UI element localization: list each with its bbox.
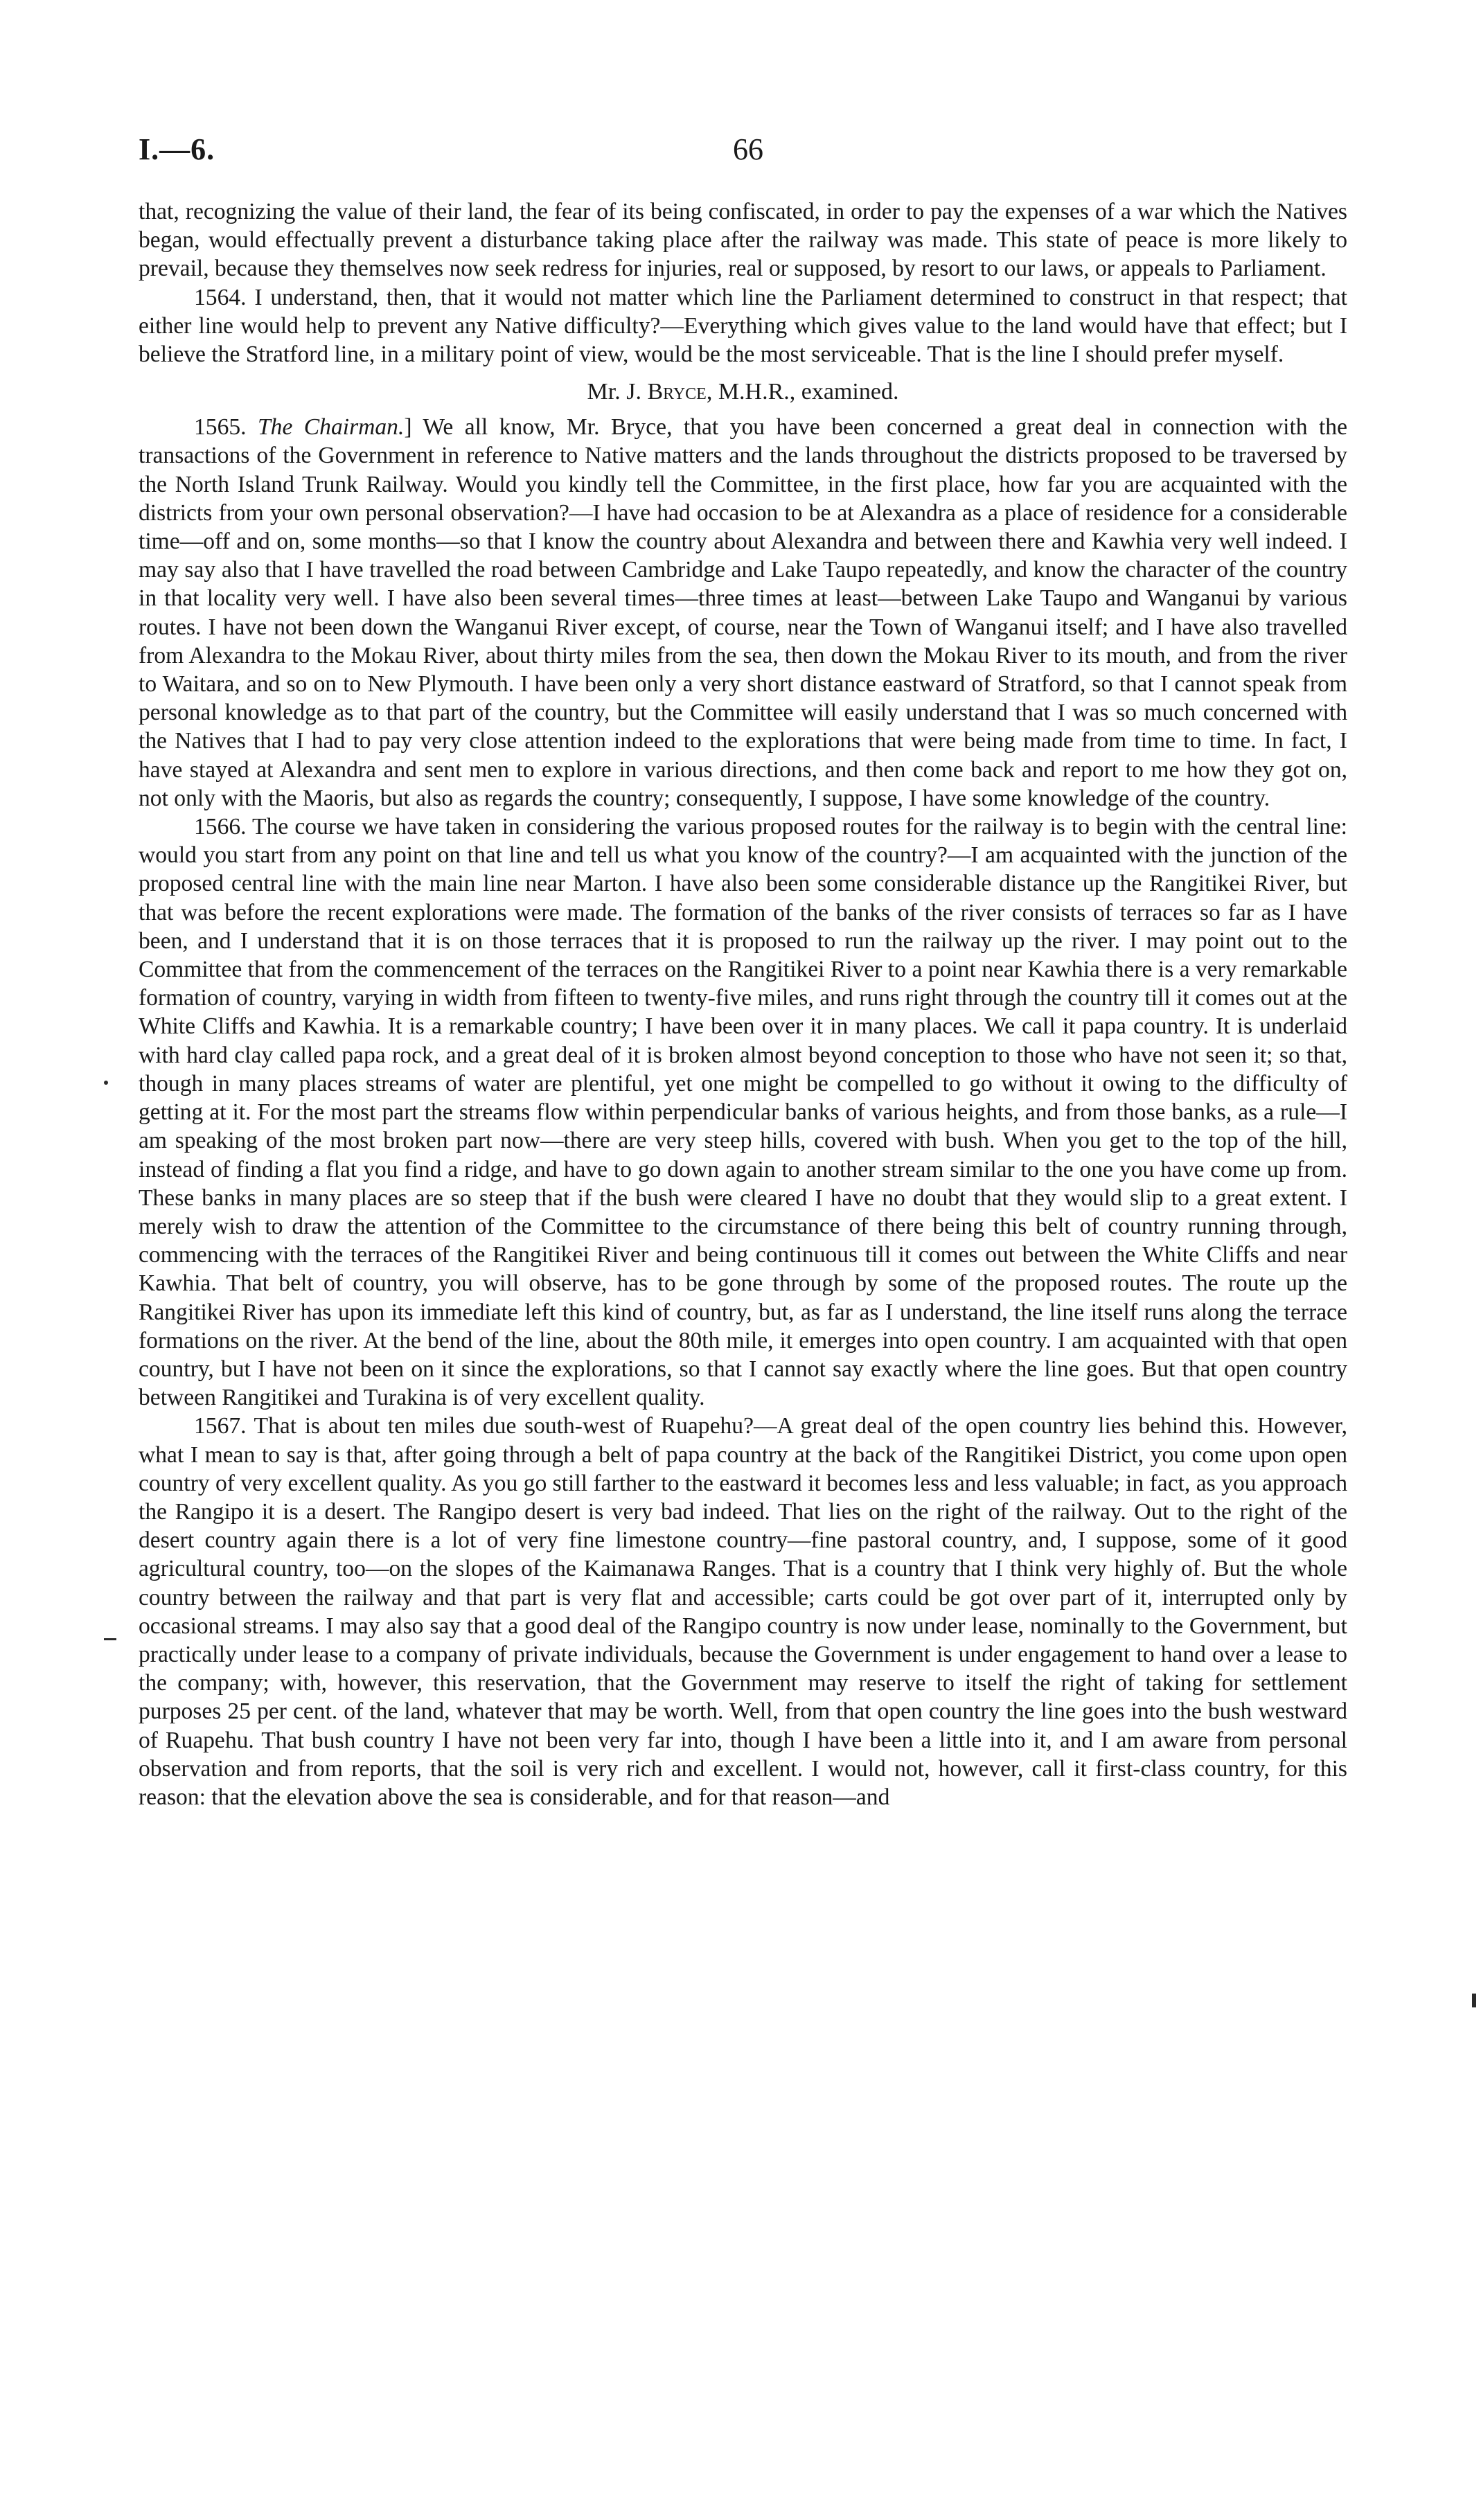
margin-bracket-mark	[1472, 1994, 1476, 2007]
margin-dot-mark	[104, 1081, 108, 1085]
question-1564: 1564. I understand, then, that it would not matter which line the Parliament determined to construct in that respect; that either line would help to prevent any Native difficulty?—Everything which gives value to the land would have that effect; but I believe the Stratford line, in a military point of view, would be the most serviceable. That is the line I should prefer myself.	[139, 284, 1347, 368]
question-1566: 1566. The course we have taken in considering the various proposed routes for the railway is to begin with the central line: would you start from any point on that line and tell us what you know of the country?—I am acquainted with the junction of the proposed central line with the main line near Marton. I have also been some considerable distance up the Rangitikei River, but that was before the recent explorations were made. The formation of the banks of the river consists of terraces so far as I have been, and I understand that it is on those terraces that it is proposed to run the railway up the river. I may point out to the Committee that from the commencement of the terraces on the Rangitikei River to a point near Kawhia there is a very remarkable formation of country, varying in width from fifteen to twenty-five miles, and runs right through the country till it comes out at the White Cliffs and Kawhia. It is a remarkable country; I have been over it in many places. We call it papa country. It is underlaid with hard clay called papa rock, and a great deal of it is broken almost beyond conception to those who have not seen it; so that, though in many places streams of water are plentiful, yet one might be compelled to go without it owing to the difficulty of getting at it. For the most part the streams flow within perpendicular banks of various heights, and from those banks, as a rule—I am speaking of the most broken part now—there are very steep hills, covered with bush. When you get to the top of the hill, instead of finding a flat you find a ridge, and have to go down again to another stream similar to the one you have come up from. These banks in many places are so steep that if the bush were cleared I have no doubt that they would slip to a great extent. I merely wish to draw the attention of the Committee to the circumstance of there being this belt of country running through, commencing with the terraces of the Rangitikei River and being continuous till it comes out between the White Cliffs and near Kawhia. That belt of country, you will observe, has to be gone through by some of the proposed routes. The route up the Rangitikei River has upon its immediate left this kind of country, but, as far as I understand, the line itself runs along the terrace formations on the river. At the bend of the line, about the 80th mile, it emerges into open country. I am acquainted with that open country, but I have not been on it since the explorations, so that I cannot say exactly where the line goes. But that open country between Rangitikei and Turakina is of very excellent quality.	[139, 814, 1347, 1411]
document-reference: I.—6.	[139, 132, 215, 166]
question-1565	[139, 413, 1347, 813]
continued-paragraph: that, recognizing the value of their land, the fear of its being confiscated, in order to pay the expenses of a war which the Natives began, would effectually prevent a disturbance taking place after the railway was made. This state of peace is more likely to prevail, because they themselves now seek redress for injuries, real or supposed, by resort to our laws, or appeals to Parliament.	[139, 199, 1347, 282]
page-header	[139, 132, 1358, 173]
witness-prefix: Mr. J.	[587, 379, 648, 405]
page-body	[139, 197, 1347, 1811]
witness-name: Bryce	[647, 379, 707, 405]
page-number: 66	[733, 132, 763, 166]
question-text: ] We all know, Mr. Bryce, that you have been concerned a great deal in connection with the transactions of the Government in reference to Native matters and the lands throughout the districts proposed to be traversed by the North Island Trunk Railway. Would you kindly tell the Committee, in the first place, how far you are acquainted with the districts from your own personal observation?—I have had occasion to be at Alexandra as a place of residence for a considerable time—off and on, some months—so that I know the country about Alexandra and between there and Kawhia very well indeed. I may say also that I have travelled the road between Cambridge and Lake Taupo repeatedly, and know the character of the country in that locality very well. I have also been several times—three times at least—between Lake Taupo and Wanganui by various routes. I have not been down the Wanganui River except, of course, near the Town of Wanganui itself; and I have also travelled from Alexandra to the Mokau River, about thirty miles from the sea, then down the Mokau River to its mouth, and from the river to Waitara, and so on to New Plymouth. I have been only a very short distance eastward of Stratford, so that I cannot speak from personal knowledge as to that part of the country, but the Committee will easily understand that I was so much concerned with the Natives that I had to pay very close attention indeed to the explorations that were being made from time to time. In fact, I have stayed at Alexandra and sent men to explore in various directions, and then come back and report to me how they got on, not only with the Maoris, but also as regards the country; consequently, I suppose, I have some knowledge of the country.	[139, 414, 1347, 811]
witness-heading	[139, 377, 1347, 407]
question-1567: 1567. That is about ten miles due south-west of Ruapehu?—A great deal of the open country lies behind this. However, what I mean to say is that, after going through a belt of papa country at the back of the Rangitikei District, you come upon open country of very excellent quality. As you go still farther to the eastward it becomes less and less valuable; in fact, as you approach the Rangipo it is a desert. The Rangipo desert is very bad indeed. That lies on the right of the railway. Out to the right of the desert country again there is a lot of very fine limestone country—fine pastoral country, and, I suppose, some of it good agricultural country, too—on the slopes of the Kaimanawa Ranges. That is a country that I think very highly of. But the whole country between the railway and that part is very flat and accessible; carts could be got over part of it, interrupted only by occasional streams. I may also say that a good deal of the Rangipo country is now under lease, nominally to the Government, but practically under lease to a company of private individuals, because the Government is under engagement to hand over a lease to the company; with, however, this reservation, that the Government may reserve to itself the right of taking for settlement purposes 25 per cent. of the land, whatever that may be worth. Well, from that open country the line goes into the bush westward of Ruapehu. That bush country I have not been very far into, though I have been a little into it, and I am aware from personal observation and from reports, that the soil is very rich and excellent. I would not, however, call it first-class country, for this reason: that the elevation above the sea is considerable, and for that reason—and	[139, 1413, 1347, 1810]
witness-suffix: , M.H.R., examined.	[706, 379, 899, 405]
speaker-label: The Chairman.	[257, 414, 405, 441]
margin-dash-mark	[104, 1638, 116, 1640]
question-number: 1565.	[194, 414, 247, 441]
